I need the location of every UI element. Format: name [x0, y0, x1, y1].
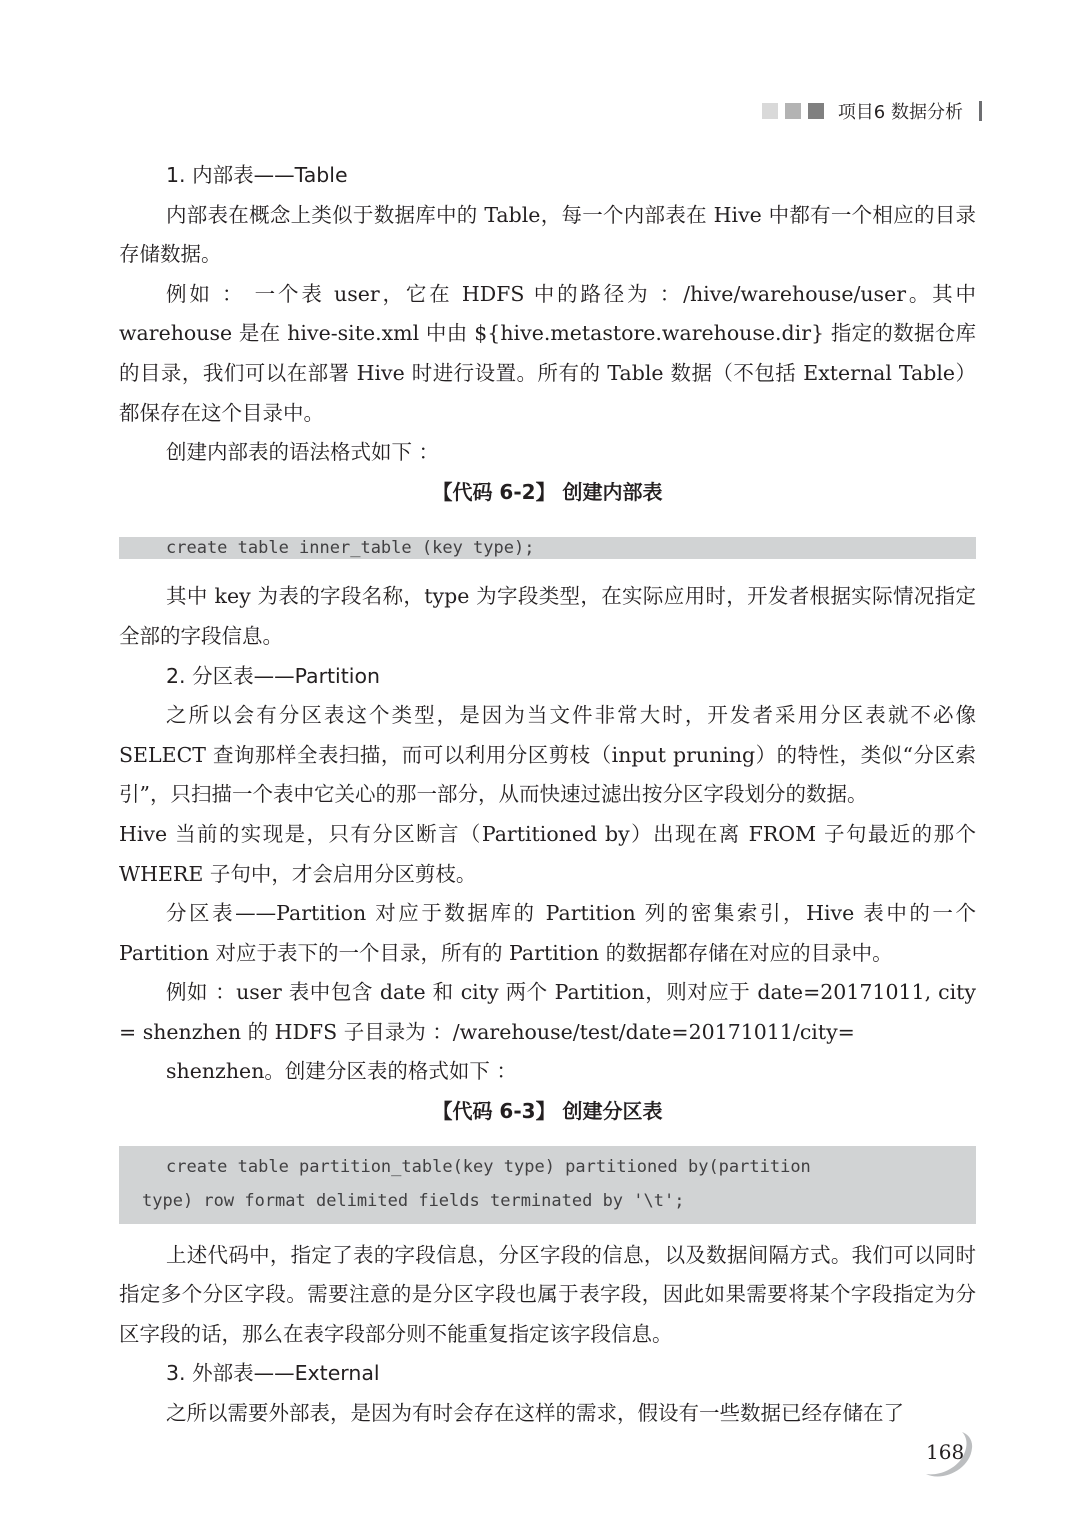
paragraph: 例如 ： 一个表 user，它在 HDFS 中的路径为 ：/hive/warehouse/user。其中 warehouse 是在 hive-site.xml 中由 ${hive.metastore.warehouse.dir} 指定的数据仓库的目录，我们可以在部署 Hive 时进行设置。所有的 Table 数据（不包括 External Table）都保存在这个目录中。 [119, 281, 976, 425]
header-square-dark-icon [808, 103, 824, 119]
paragraph: 其中 key 为表的字段名称，type 为字段类型，在实际应用时，开发者根据实际情况指定全部的字段信息。 [119, 584, 976, 648]
paragraph: 创建内部表的语法格式如下 ： [166, 440, 440, 465]
paragraph: 分区表——Partition 对应于数据库的 Partition 列的密集索引，Hive 表中的一个 Partition 对应于表下的一个目录，所有的 Partition 的数据都存储在对应的目录中。 [119, 901, 976, 965]
code-block [119, 537, 976, 559]
header-title: 项目6 数据分析 [837, 102, 963, 123]
code-caption: 【代码 6-2】 创建内部表 [432, 479, 663, 504]
paragraph: 内部表在概念上类似于数据库中的 Table，每一个内部表在 Hive 中都有一个相应的目录存储数据。 [119, 202, 976, 267]
page-body [119, 156, 976, 1434]
page-number: 168 [926, 1440, 965, 1464]
code-block [119, 1146, 976, 1224]
paragraph: 之所以需要外部表，是因为有时会存在这样的需求，假设有一些数据已经存储在了 [166, 1401, 904, 1426]
paragraph: 上述代码中，指定了表的字段信息，分区字段的信息，以及数据间隔方式。我们可以同时指定多个分区字段。需要注意的是分区字段也属于表字段，因此如果需要将某个字段指定为分区字段的话，那么在表字段部分则不能重复指定该字段信息。 [119, 1242, 976, 1346]
section-1-heading: 1. 内部表——Table [166, 163, 348, 187]
header-square-mid-icon [785, 103, 801, 119]
code-line: create table inner_table (key type); [166, 538, 535, 559]
section-2-heading: 2. 分区表——Partition [166, 663, 381, 688]
running-header [762, 98, 982, 124]
section-3-heading: 3. 外部表——External [166, 1361, 380, 1386]
paragraph: shenzhen。创建分区表的格式如下 ： [166, 1059, 517, 1084]
header-divider [979, 101, 982, 121]
paragraph: 例如 ：user 表中包含 date 和 city 两个 Partition，则对应于 date=20171011, city = shenzhen 的 HDFS 子目录为 ：/warehouse/test/date=20171011/city= [119, 980, 976, 1044]
paragraph: Hive 当前的实现是，只有分区断言（Partitioned by）出现在离 FROM 子句最近的那个 WHERE 子句中，才会启用分区剪枝。 [119, 821, 976, 886]
paragraph: 之所以会有分区表这个类型，是因为当文件非常大时，开发者采用分区表就不必像 SELECT 查询那样全表扫描，而可以利用分区剪枝（input pruning）的特性，类似“分区索引”，只扫描一个表中它关心的那一部分，从而快速过滤出按分区字段划分的数据。 [119, 703, 976, 807]
code-line: create table partition_table(key type) partitioned by(partition [166, 1156, 811, 1177]
code-line: type) row format delimited fields terminated by '\t'; [142, 1190, 685, 1211]
code-caption: 【代码 6-3】 创建分区表 [432, 1099, 663, 1124]
header-square-light-icon [762, 103, 778, 119]
